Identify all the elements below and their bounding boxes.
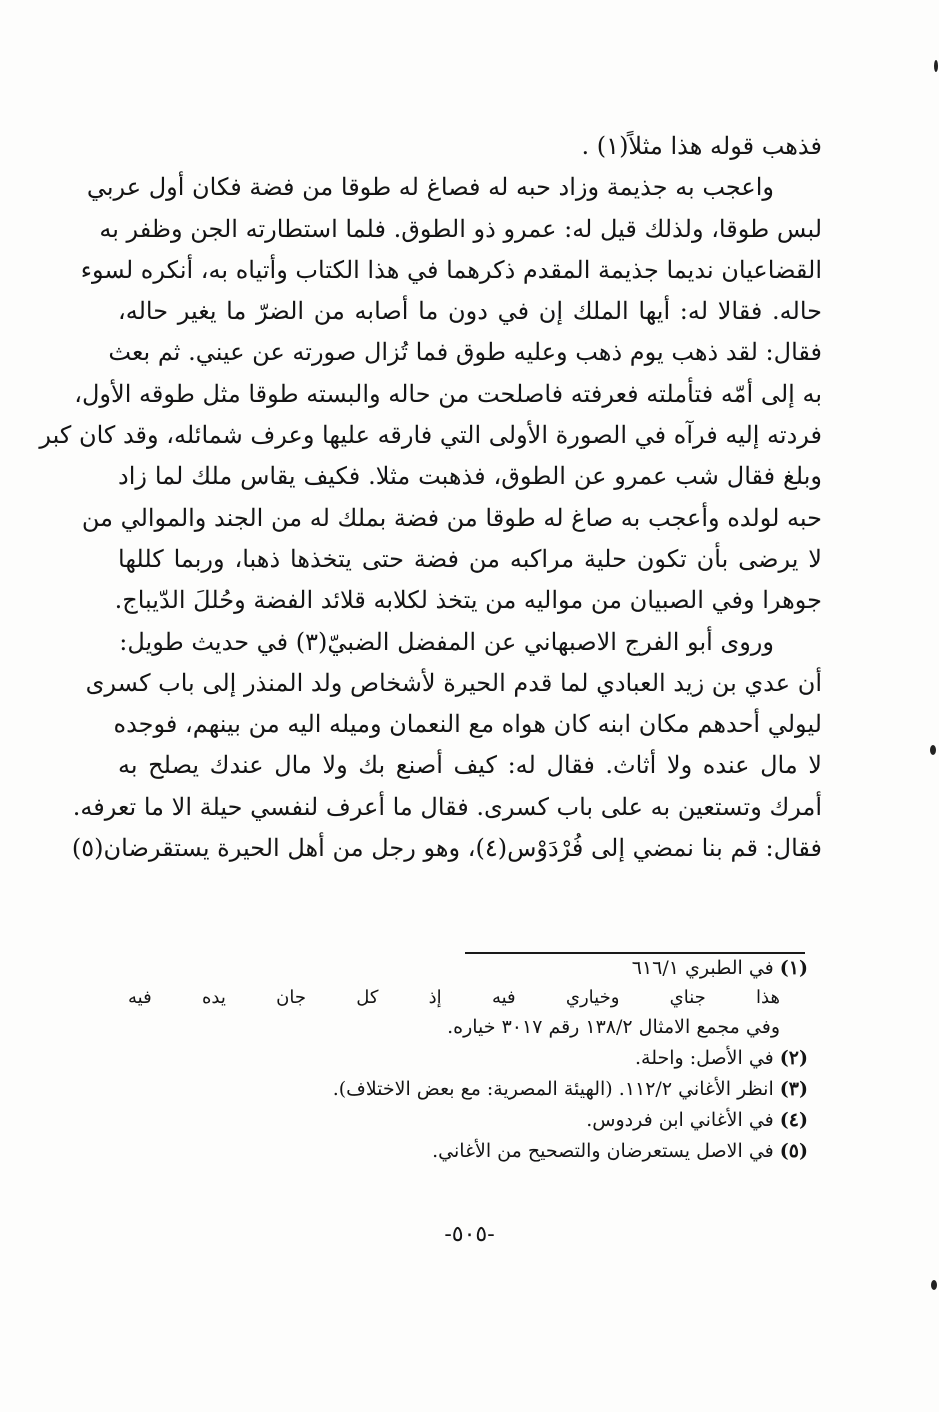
- page-number: -٥٠٥-: [444, 1222, 495, 1247]
- footnote-item: [118, 1105, 808, 1136]
- verse-word: إذ: [428, 987, 442, 1008]
- footnote-number: (٣): [779, 1078, 808, 1100]
- text-line: به إلى أمّه فتأملته فعرفته فاصلحت من حاله والبسته طوقا مثل طوقه الأول،: [74, 379, 822, 408]
- footnotes-block: [118, 953, 808, 1167]
- text-line: أن عدي بن زيد العبادي لما قدم الحيرة لأشخاص ولد المنذر إلى باب كسرى: [85, 668, 822, 697]
- footnote-verse-line: [118, 984, 808, 1012]
- text-line: وبلغ فقال شب عمرو عن الطوق، فذهبت مثلا. فكيف يقاس ملك لما زاد: [118, 462, 822, 491]
- text-line: حبه لولده وأعجب به صاغ له طوقا من فضة بملك له من الجند والموالي من: [81, 503, 822, 532]
- main-text-block: [39, 126, 822, 869]
- verse-word: يده: [201, 987, 226, 1008]
- scan-edge-mark: [930, 745, 936, 755]
- verse-word: فيه: [491, 987, 516, 1008]
- verse-word: هذا: [756, 987, 780, 1008]
- scan-edge-mark: [931, 1280, 937, 1290]
- text-line: أمرك وتستعين به على باب كسرى. فقال ما أعرف لنفسي حيلة الا ما تعرفه.: [72, 792, 822, 821]
- text-line: واعجب به جذيمة وزاد حبه له فصاغ له طوقا من فضة فكان أول عربي: [86, 173, 774, 202]
- text-line: فذهب قوله هذا مثلاً(١) .: [581, 132, 822, 160]
- text-line: وروى أبو الفرج الاصبهاني عن المفضل الضبيّ(٣) في حديث طويل:: [119, 627, 774, 656]
- text-line: لا يرضى بأن تكون حلية مراكبه من فضة حتى يتخذها ذهبا، وربما كللها: [118, 544, 822, 573]
- verse-word: جان: [276, 987, 306, 1008]
- footnote-number: (٥): [779, 1140, 808, 1162]
- footnote-number: (١): [779, 957, 808, 979]
- footnote-item: [118, 1074, 808, 1105]
- footnote-1: [118, 953, 808, 984]
- footnote-text: في الأغاني ابن فردوس.: [586, 1109, 780, 1131]
- text-line: لبس طوقا، ولذلك قيل له: عمرو ذو الطوق. فلما استطارته الجن وظفر به: [99, 214, 822, 243]
- footnote-text: في الطبري ٦١٦/١: [631, 957, 780, 979]
- footnote-number: (٢): [779, 1047, 808, 1069]
- verse-word: جناي: [669, 987, 706, 1008]
- text-line: فقال: قم بنا نمضي إلى فُرْدَوْس(٤)، وهو رجل من أهل الحيرة يستقرضان(٥): [71, 834, 822, 863]
- footnote-text: انظر الأغاني ١١٢/٢. (الهيئة المصرية: مع بعض الاختلاف).: [332, 1078, 780, 1100]
- footnote-list: [118, 1043, 808, 1167]
- footnote-number: (٤): [779, 1109, 808, 1131]
- text-line: جوهرا وفي الصبيان من مواليه من يتخذ لكلابه قلائد الفضة وحُللَ الدّيباج.: [114, 586, 822, 615]
- text-line: القضاعيان نديما جذيمة المقدم ذكرهما في هذا الكتاب وأتياه به، أنكره لسوء: [80, 255, 822, 284]
- footnote-1-continuation: وفي مجمع الامثال ١٣٨/٢ رقم ٣٠١٧ خياره.: [447, 1016, 780, 1038]
- footnote-text: في الاصل يستعرضان والتصحيح من الأغاني.: [432, 1140, 780, 1162]
- footnote-text: في الأصل: واحلة.: [634, 1047, 780, 1069]
- text-line: فردته إليه فرآه في الصورة الأولى التي فارقه عليها وعرف شمائله، وقد كان كبر: [39, 421, 822, 450]
- text-line: لا مال عنده ولا أثاث. فقال له: كيف أصنع بك ولا مال عندك يصلح به: [118, 751, 822, 780]
- scan-edge-mark: [934, 60, 938, 72]
- verse-word: فيه: [128, 987, 152, 1008]
- text-line: فقال: لقد ذهب يوم ذهب وعليه طوق فما تُزال صورته عن عيني. ثم بعث: [108, 338, 822, 367]
- text-line: حاله. فقالا له: أيها الملك إن في دون ما أصابه من الضرّ ما يغير حاله،: [118, 297, 822, 326]
- verse-word: وخياري: [565, 987, 620, 1008]
- verse-word: كل: [356, 987, 379, 1008]
- text-line: ليولي أحدهم مكان ابنه كان هواه مع النعمان وميله اليه من بينهم، فوجده: [113, 710, 822, 739]
- footnote-item: [118, 1043, 808, 1074]
- footnote-item: [118, 1136, 808, 1167]
